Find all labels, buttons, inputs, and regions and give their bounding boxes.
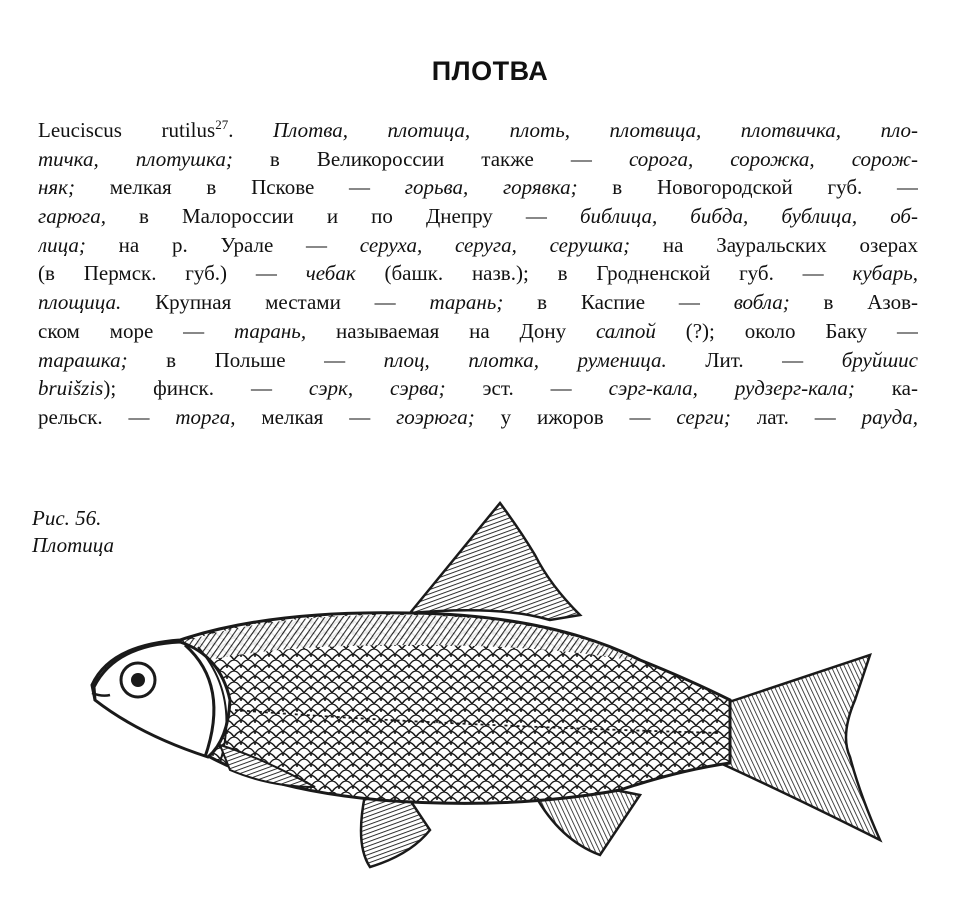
text-segment: библица, бибда, бублица, об- [579,204,918,229]
text-segment: называемая на Дону [306,318,596,343]
text-segment: салпой [595,318,656,343]
text-segment: рельск. — [38,404,176,429]
text-segment: сэрг-кала, рудзерг-кала; [608,376,855,401]
text-segment: в Каспие — [503,290,734,315]
tail-fin [720,655,880,840]
figure-number: Рис. 56. [32,506,102,530]
text-line [38,288,918,317]
text-segment: тичка, плотушка; [38,146,233,171]
text-segment: гарюга, [38,204,106,229]
text-segment: (?); около Баку — [655,318,918,343]
text-segment: тарань, [233,318,307,343]
text-segment: Крупная местами — [121,290,430,315]
text-line [38,173,918,202]
text-segment: в Новогородской губ. — [577,175,918,200]
text-segment: бруйшис [841,347,918,372]
text-line [38,116,918,145]
text-segment: плоц, плотка, руменица. [383,347,667,372]
text-segment: (башк. назв.); в Гродненской губ. — [355,261,853,286]
text-segment: тарашка; [38,347,128,372]
text-line [38,317,918,346]
pelvic-fin [361,795,430,867]
text-segment: в Великороссии также — [232,146,629,171]
roach-fish-engraving-icon [80,495,960,895]
text-segment: Лит. — [666,347,842,372]
figure-name: Плотица [32,533,115,557]
text-segment: на Зауральских озерах [630,232,918,257]
text-segment: эст. — [445,376,609,401]
text-segment: в Польше — [127,347,384,372]
text-segment: в Азов- [789,290,918,315]
text-segment: сэрк, сэрва; [308,376,446,401]
article-body [38,116,918,432]
text-segment: серуха, серуга, серушка; [359,232,631,257]
text-segment: ); финск. — [103,376,309,401]
text-segment: чебак [305,261,356,286]
dorsal-fin [410,503,580,620]
text-segment: лица; [38,232,86,257]
text-segment: bruišzis [38,376,104,401]
text-segment: горьва, горявка; [404,175,578,200]
text-line [38,202,918,231]
text-segment: гоэрюга; [396,404,475,429]
text-segment: кубарь, [852,261,918,286]
text-line [38,145,918,174]
text-segment: площица. [38,290,122,315]
text-segment: серги; [676,404,731,429]
text-line [38,374,918,403]
page-title: ПЛОТВА [431,56,549,86]
text-segment: лат. — [730,404,862,429]
text-segment: у ижоров — [474,404,677,429]
text-line [38,346,918,375]
text-segment: мелкая — [235,404,397,429]
text-line [38,259,918,288]
footnote-marker: 27 [215,117,229,132]
text-segment: няк; [38,175,75,200]
text-segment: в Малороссии и по Днепру — [105,204,580,229]
text-line [38,231,918,260]
text-segment: Плотва, плотица, плоть, плотвица, плотвичка, пло- [272,118,918,142]
text-segment: Leuciscus rutilus [38,118,216,142]
text-line [38,403,918,432]
text-segment: вобла; [733,290,790,315]
text-segment: рауда, [861,404,918,429]
text-segment: сорога, сорожка, сорож- [628,146,918,171]
text-segment: . [228,118,273,142]
text-segment: тарань; [429,290,504,315]
text-segment: торга, [175,404,236,429]
text-segment: (в Пермск. губ.) — [38,261,306,286]
text-segment: ка- [854,376,918,401]
text-segment: на р. Урале — [85,232,360,257]
text-segment: мелкая в Пскове — [75,175,405,200]
text-segment: ском море — [38,318,234,343]
